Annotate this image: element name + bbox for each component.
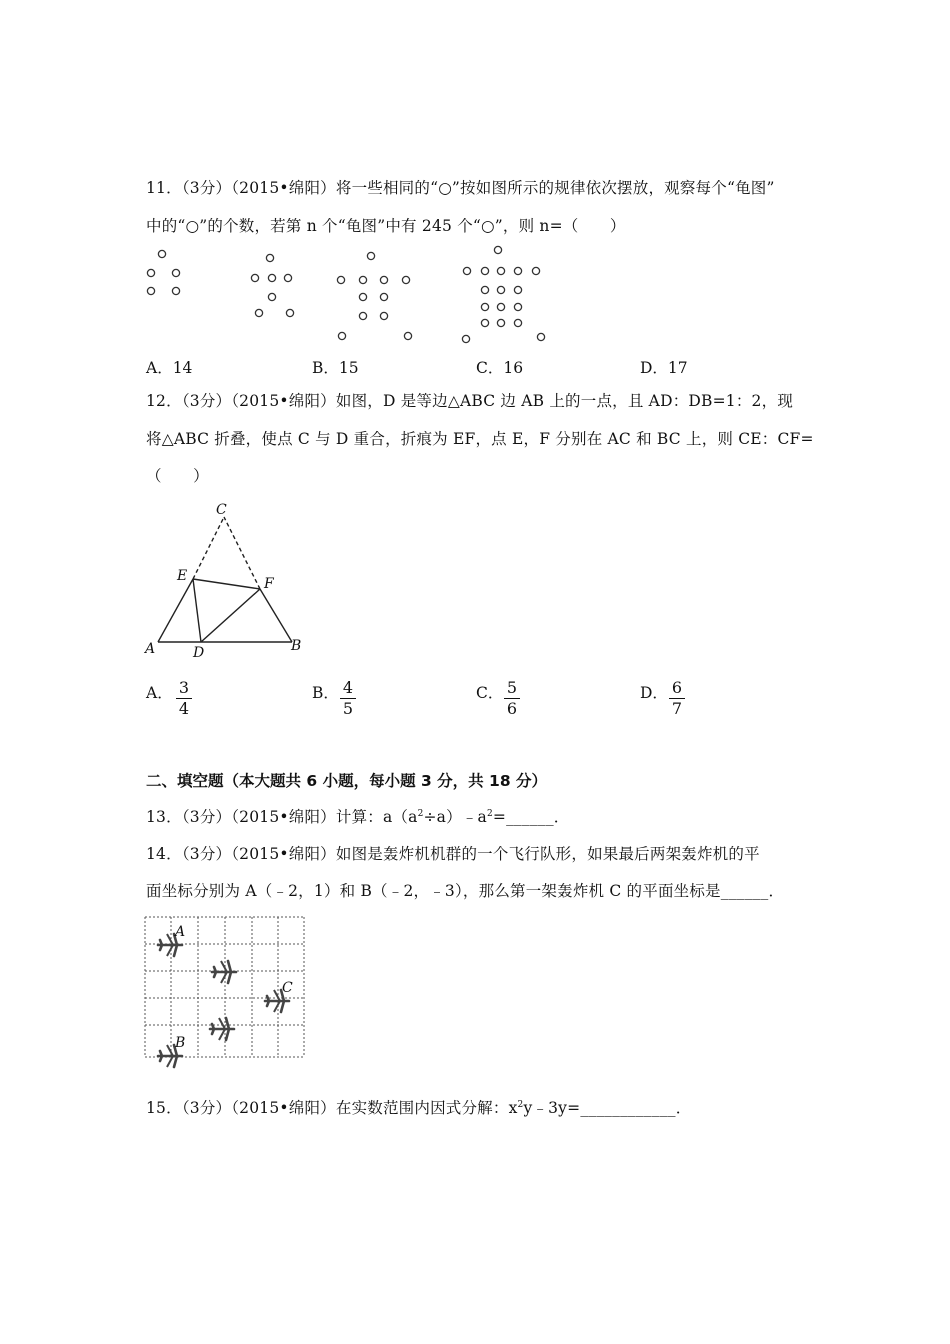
circle bbox=[514, 267, 521, 274]
q12-option-c-label: C． bbox=[476, 684, 504, 702]
label-f: F bbox=[264, 576, 274, 592]
circle bbox=[402, 276, 409, 283]
circle bbox=[338, 332, 345, 339]
denominator: 6 bbox=[506, 699, 518, 718]
circle bbox=[380, 312, 387, 319]
circle bbox=[359, 293, 366, 300]
circle bbox=[359, 312, 366, 319]
bomber-4 bbox=[210, 1018, 234, 1040]
circle bbox=[497, 286, 504, 293]
grid-label-c: C bbox=[282, 980, 293, 996]
q12-line3: （ ） bbox=[146, 467, 209, 485]
q13-mid: ÷a）﹣a bbox=[423, 808, 487, 826]
q14-line1: 14．（3分）（2015•绵阳）如图是轰炸机机群的一个飞行队形，如果最后两架轰炸机的平 bbox=[146, 845, 760, 863]
circle bbox=[255, 309, 262, 316]
crease-ef bbox=[193, 579, 260, 589]
q12-option-a-label: A． bbox=[146, 684, 173, 702]
dashed-ec bbox=[193, 517, 224, 579]
q15-suffix: y﹣3y=____________． bbox=[523, 1099, 692, 1117]
circle bbox=[462, 335, 469, 342]
circle bbox=[284, 274, 291, 281]
q11-line2: 中的“○”的个数，若第 n 个“龟图”中有 245 个“○”，则 n=（ ） bbox=[146, 217, 626, 235]
circle bbox=[337, 276, 344, 283]
side-ae bbox=[158, 579, 193, 642]
circle bbox=[380, 276, 387, 283]
denominator: 4 bbox=[178, 699, 190, 718]
q12-option-d-fraction bbox=[669, 679, 685, 718]
circle bbox=[514, 286, 521, 293]
q12-option-d-label: D． bbox=[640, 684, 668, 702]
circle bbox=[514, 303, 521, 310]
label-b: B bbox=[291, 638, 302, 654]
circle bbox=[172, 269, 179, 276]
circle bbox=[494, 246, 501, 253]
label-c: C bbox=[216, 502, 227, 518]
q12-line1: 12．（3分）（2015•绵阳）如图，D 是等边△ABC 边 AB 上的一点，且 AD：DB=1：2，现 bbox=[146, 392, 794, 410]
denominator: 5 bbox=[342, 699, 354, 718]
section-2-heading: 二、填空题（本大题共 6 小题，每小题 3 分，共 18 分） bbox=[146, 772, 548, 790]
numerator: 5 bbox=[506, 678, 518, 697]
circle bbox=[537, 333, 544, 340]
q13-exp1: 2 bbox=[417, 809, 424, 819]
circle bbox=[158, 250, 165, 257]
q13-exp2: 2 bbox=[486, 809, 493, 819]
numerator: 4 bbox=[342, 678, 354, 697]
grid-label-b: B bbox=[175, 1035, 186, 1051]
label-e: E bbox=[177, 568, 188, 584]
numerator: 6 bbox=[671, 678, 683, 697]
circle bbox=[147, 287, 154, 294]
q11-option-c: C．16 bbox=[476, 359, 524, 377]
q15-prefix: 15．（3分）（2015•绵阳）在实数范围内因式分解：x bbox=[146, 1099, 518, 1117]
circle bbox=[497, 303, 504, 310]
numerator: 3 bbox=[178, 678, 190, 697]
circle bbox=[514, 319, 521, 326]
segment-fd bbox=[201, 589, 260, 642]
circle bbox=[463, 267, 470, 274]
q12-line2: 将△ABC 折叠，使点 C 与 D 重合，折痕为 EF，点 E，F 分别在 AC 和 BC 上，则 CE：CF= bbox=[146, 430, 814, 448]
circle bbox=[359, 276, 366, 283]
circle bbox=[380, 293, 387, 300]
circle bbox=[481, 286, 488, 293]
side-fb bbox=[260, 589, 292, 642]
label-a: A bbox=[145, 641, 156, 657]
segment-ed bbox=[193, 579, 201, 642]
circle bbox=[532, 267, 539, 274]
circle bbox=[286, 309, 293, 316]
circle bbox=[172, 287, 179, 294]
circle bbox=[497, 267, 504, 274]
circle bbox=[268, 274, 275, 281]
label-d: D bbox=[193, 645, 205, 661]
q12-option-c-fraction bbox=[504, 679, 520, 718]
q13-prefix: 13．（3分）（2015•绵阳）计算：a（a bbox=[146, 808, 418, 826]
q12-option-b-label: B． bbox=[312, 684, 339, 702]
circle bbox=[481, 319, 488, 326]
circle bbox=[266, 254, 273, 261]
q12-option-a-fraction bbox=[176, 679, 192, 718]
q11-turtle-figures bbox=[140, 244, 560, 354]
q11-line1: 11．（3分）（2015•绵阳）将一些相同的“○”按如图所示的规律依次摆放，观察每个“龟图” bbox=[146, 179, 775, 197]
q14-bomber-grid bbox=[144, 916, 314, 1076]
circle bbox=[481, 303, 488, 310]
q12-option-b-fraction bbox=[340, 679, 356, 718]
grid-label-a: A bbox=[175, 924, 186, 940]
circle bbox=[367, 252, 374, 259]
q15-exp: 2 bbox=[517, 1100, 524, 1110]
bomber-2 bbox=[212, 961, 236, 983]
circle bbox=[481, 267, 488, 274]
q11-option-b: B．15 bbox=[312, 359, 359, 377]
q11-option-d: D．17 bbox=[640, 359, 688, 377]
denominator: 7 bbox=[671, 699, 683, 718]
q12-triangle-figure bbox=[140, 498, 320, 668]
circle bbox=[497, 319, 504, 326]
q13-line bbox=[146, 805, 570, 827]
circle bbox=[251, 274, 258, 281]
circle bbox=[268, 293, 275, 300]
q11-option-a: A．14 bbox=[146, 359, 193, 377]
q14-line2: 面坐标分别为 A（﹣2，1）和 B（﹣2，﹣3），那么第一架轰炸机 C 的平面坐标是______． bbox=[146, 882, 785, 900]
dashed-fc bbox=[224, 517, 260, 589]
q13-suffix: =______． bbox=[492, 808, 570, 826]
q15-line bbox=[146, 1096, 691, 1118]
circle bbox=[147, 269, 154, 276]
circle bbox=[404, 332, 411, 339]
